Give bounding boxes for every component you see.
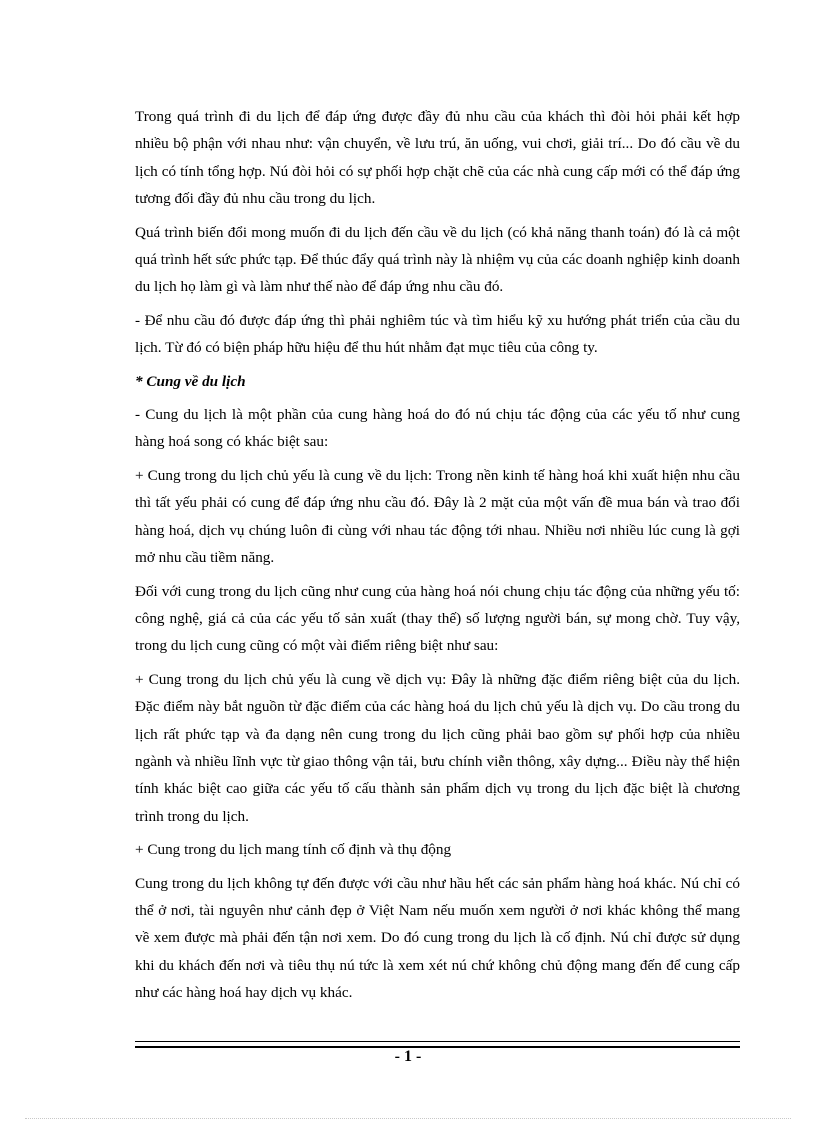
paragraph-6: Đối với cung trong du lịch cũng như cung của hàng hoá nói chung chịu tác động của những yếu tố: công nghệ, giá cả của các yếu tố sản xuất (thay thế) số lượng người bán, sự mong chờ. Tuy vậy, trong du lịch cung cũng có một vài điểm riêng biệt như sau: [135, 582, 740, 655]
paragraph-9: Cung trong du lịch không tự đến được với cầu như hầu hết các sản phẩm hàng hoá khác. Nú chỉ có thể ở nơi, tài nguyên như cảnh đẹp ở Việt Nam nếu muốn xem người ở nơi khác không thể mang về xem được mà phải đến tận nơi xem. Do đó cung trong du lịch là cố định. Nú chỉ được sử dụng khi du khách đến nơi và tiêu thụ nú tức là xem xét nú chứ không chủ động mang đến để cung cấp như các hàng hoá hay dịch vụ khác. [135, 874, 740, 1002]
paragraph-5: + Cung trong du lịch chủ yếu là cung về du lịch: Trong nền kinh tế hàng hoá khi xuất hiện nhu cầu thì tất yếu phải có cung để đáp ứng nhu cầu đó. Đây là 2 mặt của một vấn đề mua bán và trao đổi hàng hoá, dịch vụ chúng luôn đi cùng với nhau tác động tới nhau. Nhiều nơi nhiều lúc cung là gợi mở nhu cầu tiềm năng. [135, 466, 740, 567]
paragraph-3: - Để nhu cầu đó được đáp ứng thì phải nghiêm túc và tìm hiểu kỹ xu hướng phát triển của cầu du lịch. Từ đó có biện pháp hữu hiệu để thu hút nhằm đạt mục tiêu của công ty. [135, 311, 740, 357]
section-heading: * Cung về du lịch [135, 372, 246, 390]
paragraph-4: - Cung du lịch là một phần của cung hàng hoá do đó nú chịu tác động của các yếu tố như cung hàng hoá song có khác biệt sau: [135, 406, 740, 451]
body-text [135, 103, 740, 1013]
paragraph-8: + Cung trong du lịch mang tính cố định và thụ động [135, 841, 452, 859]
paragraph-2: Quá trình biến đổi mong muốn đi du lịch đến cầu về du lịch (có khả năng thanh toán) đó là cả một quá trình hết sức phức tạp. Để thúc đẩy quá trình này là nhiệm vụ của các doanh nghiệp kinh doanh du lịch họ làm gì và làm như thế nào để đáp ứng nhu cầu đó. [135, 223, 740, 296]
paragraph-1: Trong quá trình đi du lịch để đáp ứng được đầy đủ nhu cầu của khách thì đòi hỏi phải kết hợp nhiều bộ phận với nhau như: vận chuyển, về lưu trú, ăn uống, vui chơi, giải trí... Do đó cầu về du lịch có tính tổng hợp. Nú đòi hỏi có sự phối hợp chặt chẽ của các nhà cung cấp mới có thể đáp ứng tương đối đầy đủ nhu cầu trong du lịch. [135, 108, 740, 208]
paragraph-7: + Cung trong du lịch chủ yếu là cung về dịch vụ: Đây là những đặc điểm riêng biệt của du lịch. Đặc điểm này bắt nguồn từ đặc điểm của các hàng hoá du lịch chủ yếu là dịch vụ. Do cầu trong du lịch rất phức tạp và đa dạng nên cung trong du lịch cũng phải bao gồm sự phối hợp của nhiều ngành và nhiều lĩnh vực từ giao thông vận tải, bưu chính viễn thông, xây dựng... Điều này thể hiện tính khác biệt cao giữa các yếu tố cấu thành sản phẩm dịch vụ trong du lịch đặc biệt là chương trình trong du lịch. [135, 670, 740, 825]
page-number: - 1 - [394, 1048, 422, 1065]
page-bottom-edge [25, 1118, 791, 1119]
footer-divider [135, 1041, 740, 1048]
